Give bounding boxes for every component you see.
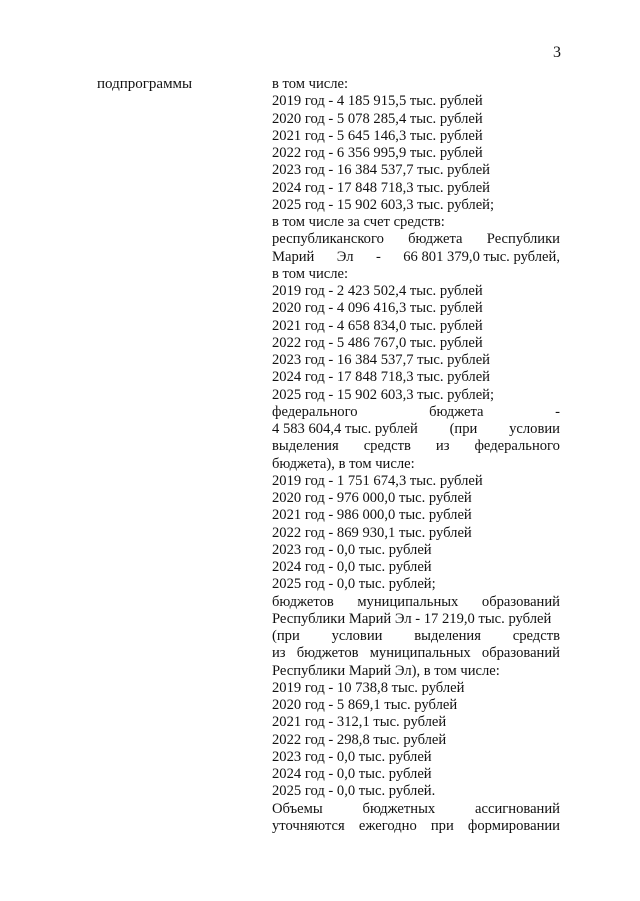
text-word: выделения [414,628,481,644]
text-line [272,594,560,611]
text-line: 2024 год - 17 848 718,3 тыс. рублей [272,369,490,386]
text-word: условии [331,628,383,644]
text-word: образований [481,593,560,610]
text-line: бюджета), в том числе: [272,455,415,472]
text-line: 2021 год - 5 645 146,3 тыс. рублей [272,127,483,144]
text-line: 2019 год - 1 751 674,3 тыс. рублей [272,472,483,489]
text-line: 2024 год - 0,0 тыс. рублей [272,766,432,782]
text-line [272,249,560,266]
text-line: 2022 год - 5 486 767,0 тыс. рублей [272,334,483,351]
text-line [272,818,560,835]
text-line: в том числе за счет средств: [272,214,445,230]
text-word: бюджета [408,231,463,248]
text-line [272,404,560,421]
text-line: 2021 год - 312,1 тыс. рублей [272,714,447,731]
text-word: Объемы [272,800,323,817]
text-word: (при [449,421,478,437]
text-line [272,231,560,248]
text-word: Республики Марий Эл - 17 219,0 тыс. рублей [272,610,552,627]
text-word: ежегодно [358,817,417,834]
text-word: бюджетных [362,800,436,817]
text-word: (при [272,628,300,644]
text-line: 2022 год - 869 930,1 тыс. рублей [272,524,472,541]
text-line [272,438,560,455]
row-label: подпрограммы [97,76,193,92]
text-line: Республики Марий Эл), в том числе: [272,662,500,679]
text-line: 2022 год - 6 356 995,9 тыс. рублей [272,145,483,161]
text-word: бюджетов [272,593,334,610]
text-word: Марий [272,248,315,265]
text-line: 2023 год - 16 384 537,7 тыс. рублей [272,162,490,179]
text-line: 2020 год - 976 000,0 тыс. рублей [272,490,472,506]
text-word: формировании [467,817,560,834]
text-line [272,628,560,645]
text-word: бюджета [429,403,484,420]
text-line: 2020 год - 4 096 416,3 тыс. рублей [272,300,483,317]
text-line: 2023 год - 0,0 тыс. рублей [272,541,432,558]
text-line: 2019 год - 10 738,8 тыс. рублей [272,679,465,696]
text-line: 2019 год - 2 423 502,4 тыс. рублей [272,283,483,299]
page-number: 3 [553,44,561,61]
text-word: республиканского [272,231,384,248]
text-line: 2020 год - 5 869,1 тыс. рублей [272,697,458,713]
text-line: 2023 год - 0,0 тыс. рублей [272,748,432,765]
text-word: средств [363,438,411,455]
text-word: 66 801 379,0 тыс. рублей, [403,248,560,265]
text-line: 2019 год - 4 185 915,5 тыс. рублей [272,93,483,110]
text-word: 4 583 604,4 тыс. рублей [272,421,418,437]
text-line [272,801,560,818]
text-word: образований [481,645,560,662]
text-line: 2025 год - 0,0 тыс. рублей; [272,576,436,593]
text-line: в том числе: [272,265,349,282]
text-word: - [555,403,560,420]
text-line: 2021 год - 4 658 834,0 тыс. рублей [272,317,483,334]
text-line [272,421,560,438]
text-word: муниципальных [369,645,471,662]
text-word: муниципальных [357,593,459,610]
text-word: при [430,817,454,834]
text-word: федерального [272,403,358,420]
text-word: уточняются [272,817,345,834]
text-line: 2024 год - 17 848 718,3 тыс. рублей [272,179,490,196]
text-word: Республики [486,231,560,248]
text-line: 2023 год - 16 384 537,7 тыс. рублей [272,352,490,368]
text-word: средств [512,628,560,644]
text-line [272,645,560,662]
text-line: 2022 год - 298,8 тыс. рублей [272,731,447,748]
text-line: 2025 год - 15 902 603,3 тыс. рублей; [272,196,495,213]
text-word: из [272,645,286,662]
text-line [272,611,560,628]
text-line: 2024 год - 0,0 тыс. рублей [272,559,432,575]
text-word: Эл [336,248,354,265]
text-line: 2021 год - 986 000,0 тыс. рублей [272,507,472,524]
text-line: 2020 год - 5 078 285,4 тыс. рублей [272,110,483,127]
text-word: из [435,438,450,455]
text-word: бюджетов [296,645,359,662]
text-word: условии [509,421,560,437]
text-line: 2025 год - 15 902 603,3 тыс. рублей; [272,386,495,403]
financing-text-column [272,76,560,835]
text-word: выделения [272,438,339,455]
text-line: 2025 год - 0,0 тыс. рублей. [272,783,436,800]
text-word: ассигнований [475,800,560,817]
text-word: - [375,248,381,265]
text-line: в том числе: [272,76,349,92]
text-word: федерального [474,438,560,455]
